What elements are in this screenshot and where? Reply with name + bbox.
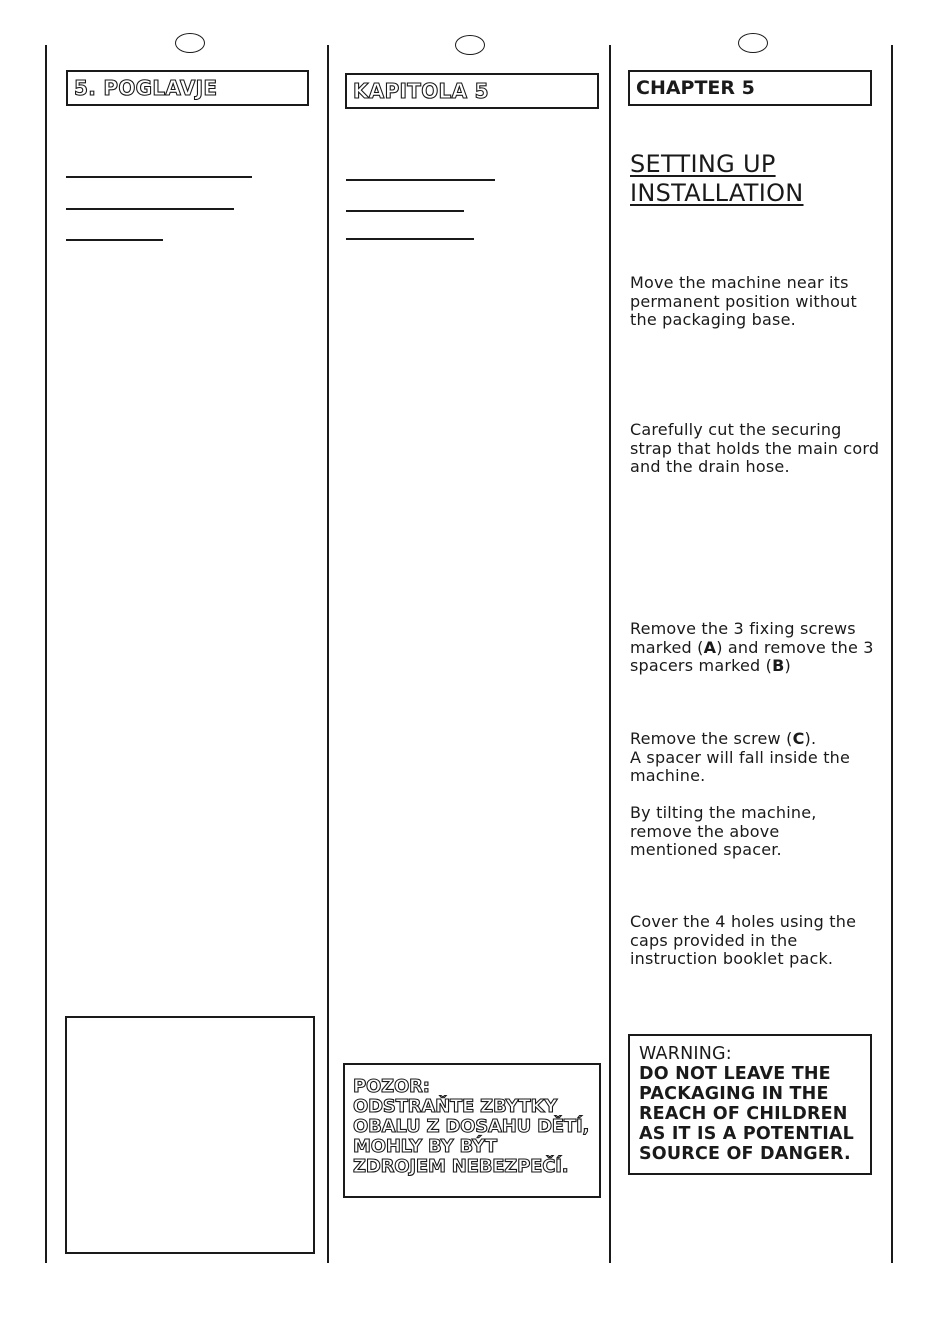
warning-line: PACKAGING IN THE xyxy=(639,1084,829,1104)
column-divider-1 xyxy=(327,45,329,1263)
language-marker-english xyxy=(738,33,768,53)
step-move-machine: Move the machine near its permanent position without the packaging base. xyxy=(630,273,857,329)
warning-line: DO NOT LEAVE THE xyxy=(639,1064,831,1084)
heading-setting-up: SETTING UP xyxy=(630,150,776,178)
column-divider-right xyxy=(891,45,893,1263)
warning-line: AS IT IS A POTENTIAL xyxy=(639,1124,855,1144)
chapter-label-czech: KAPITOLA 5 xyxy=(345,73,599,109)
step-cover-holes: Cover the 4 holes using the caps provided in the instruction booklet pack. xyxy=(630,912,857,968)
heading-placeholder-line-2 xyxy=(66,208,234,210)
warning-line: ODSTRAŇTE ZBYTKY xyxy=(353,1096,558,1117)
step-cut-strap: Carefully cut the securing strap that holds the main cord and the drain hose. xyxy=(630,420,880,476)
step-remove-fixing-screws: Remove the 3 fixing screws marked (A) and remove the 3 spacers marked (B) xyxy=(630,619,874,675)
column-divider-2 xyxy=(609,45,611,1263)
heading-placeholder-line-3 xyxy=(66,239,163,241)
warning-line: ZDROJEM NEBEZPEČÍ. xyxy=(353,1156,569,1177)
warning-line: MOHLY BY BÝT xyxy=(353,1136,497,1157)
step-remove-screw-c: Remove the screw (C). A spacer will fall inside the machine. xyxy=(630,729,851,785)
heading-placeholder-line-2 xyxy=(346,210,464,212)
warning-title: WARNING: xyxy=(639,1044,732,1064)
heading-placeholder-line-1 xyxy=(66,176,252,178)
warning-line: SOURCE OF DANGER. xyxy=(639,1144,851,1164)
heading-placeholder-line-3 xyxy=(346,238,474,240)
chapter-label-english: CHAPTER 5 xyxy=(628,70,872,106)
chapter-label-slovenian: 5. POGLAVJE xyxy=(66,70,309,106)
warning-box-slovenian xyxy=(65,1016,315,1254)
warning-line: REACH OF CHILDREN xyxy=(639,1104,848,1124)
language-marker-czech xyxy=(455,35,485,55)
column-divider-left xyxy=(45,45,47,1263)
warning-line: OBALU Z DOSAHU DĚTÍ, xyxy=(353,1116,590,1137)
step-tilt-machine: By tilting the machine, remove the above mentioned spacer. xyxy=(630,803,817,859)
warning-box-english xyxy=(628,1034,872,1175)
heading-placeholder-line-1 xyxy=(346,179,495,181)
section-heading xyxy=(630,150,804,208)
warning-title: POZOR: xyxy=(353,1076,430,1097)
warning-box-czech xyxy=(343,1063,601,1198)
heading-installation: INSTALLATION xyxy=(630,179,804,207)
language-marker-slovenian xyxy=(175,33,205,53)
